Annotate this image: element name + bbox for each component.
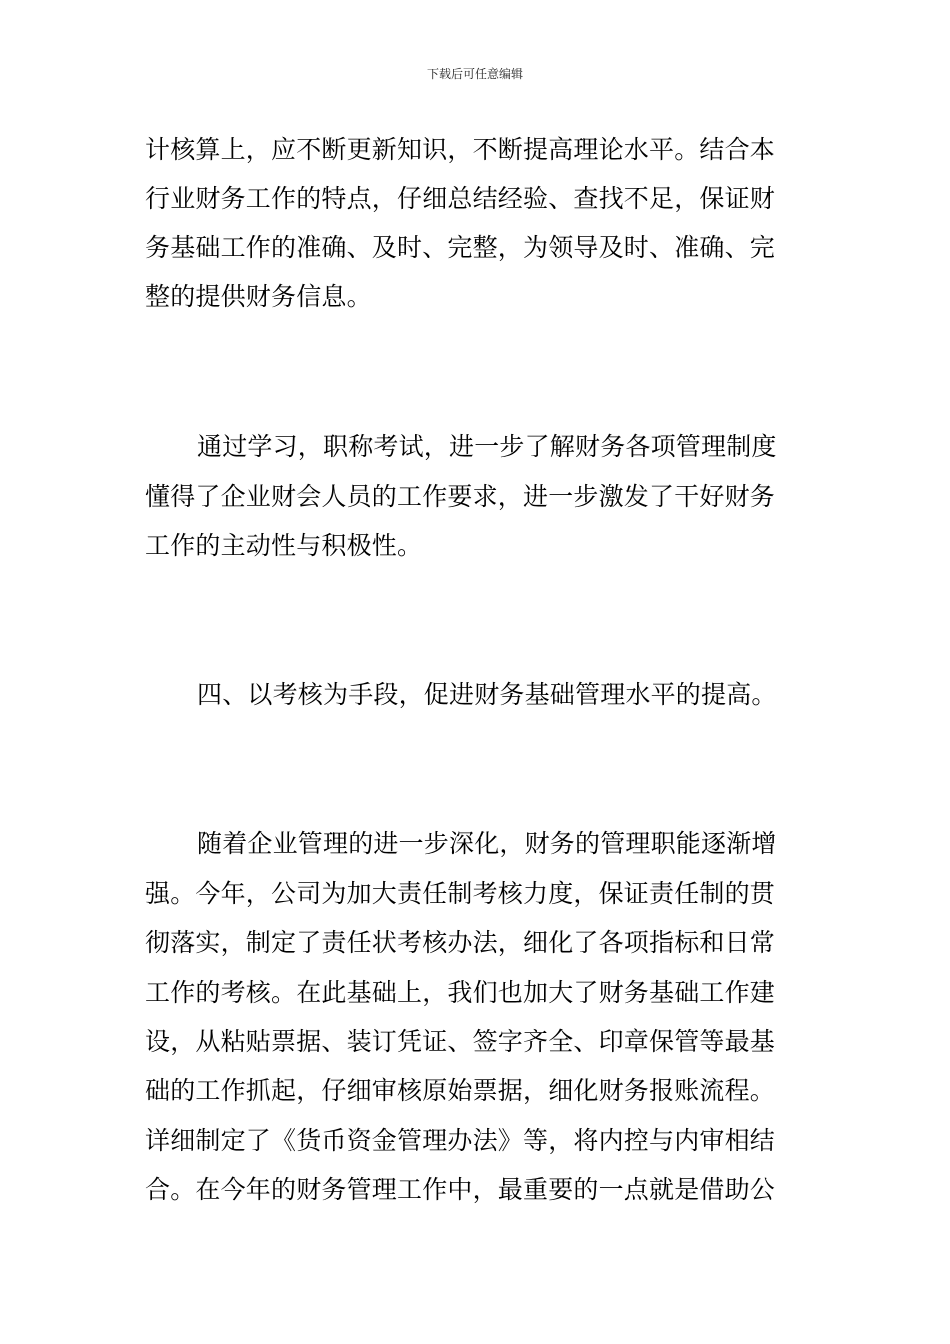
paragraph-4-line-6: 础的工作抓起，仔细审核原始票据，细化财务报账流程。 xyxy=(145,1076,776,1105)
paragraph-4-line-3: 彻落实，制定了责任状考核办法，细化了各项指标和日常 xyxy=(145,928,776,957)
paragraph-1-line-4: 整的提供财务信息。 xyxy=(145,282,372,311)
page-header: 下载后可任意编辑 xyxy=(426,67,523,81)
paragraph-2-line-1: 通过学习，职称考试，进一步了解财务各项管理制度 xyxy=(197,432,777,461)
paragraph-4-line-7: 详细制定了《货币资金管理办法》等，将内控与内审相结 xyxy=(145,1126,776,1155)
paragraph-1-line-1: 计核算上，应不断更新知识，不断提高理论水平。结合本 xyxy=(145,135,776,164)
section-heading-4: 四、以考核为手段，促进财务基础管理水平的提高。 xyxy=(197,680,777,709)
paragraph-4-line-5: 设，从粘贴票据、装订凭证、签字齐全、印章保管等最基 xyxy=(145,1027,776,1056)
paragraph-4-line-1: 随着企业管理的进一步深化，财务的管理职能逐渐增 xyxy=(197,829,777,858)
paragraph-4-line-4: 工作的考核。在此基础上，我们也加大了财务基础工作建 xyxy=(145,978,776,1007)
paragraph-1-line-3: 务基础工作的准确、及时、完整，为领导及时、准确、完 xyxy=(145,233,776,262)
paragraph-1-line-2: 行业财务工作的特点，仔细总结经验、查找不足，保证财 xyxy=(145,184,776,213)
paragraph-2-line-2: 懂得了企业财会人员的工作要求，进一步激发了干好财务 xyxy=(145,482,776,511)
paragraph-2-line-3: 工作的主动性与积极性。 xyxy=(145,531,423,560)
paragraph-4-line-2: 强。今年，公司为加大责任制考核力度，保证责任制的贯 xyxy=(145,879,776,908)
paragraph-4-line-8: 合。在今年的财务管理工作中，最重要的一点就是借助公 xyxy=(145,1175,776,1204)
